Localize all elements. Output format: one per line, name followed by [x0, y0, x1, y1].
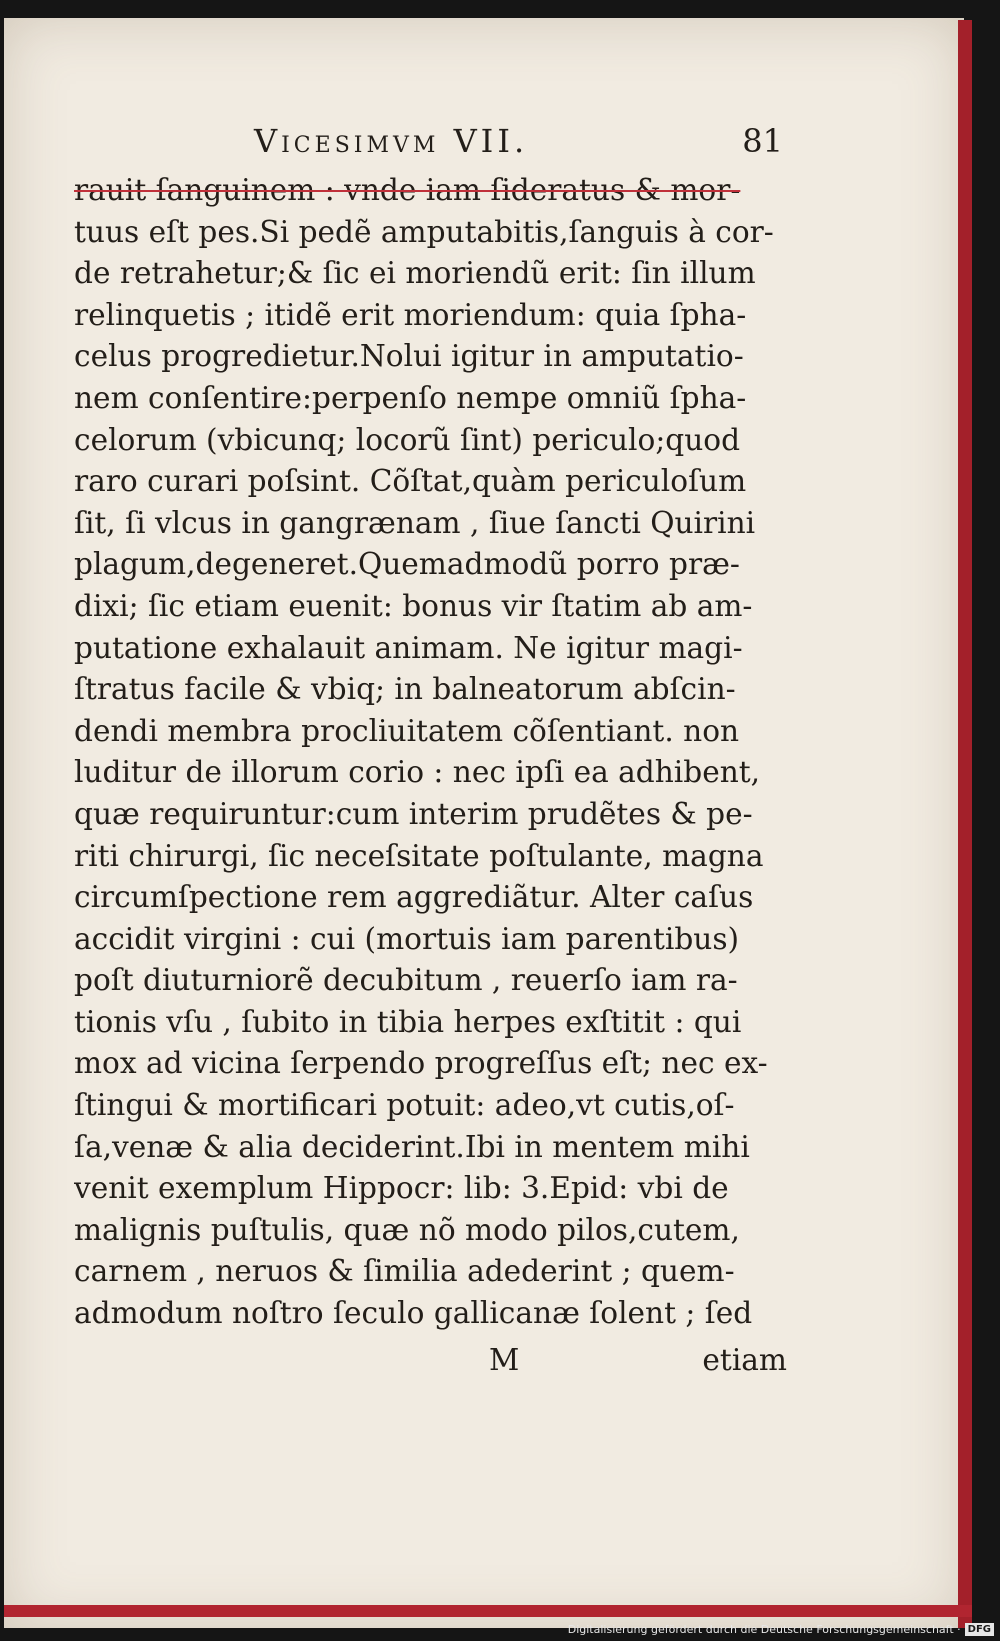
text-line: celus progredietur.Nolui igitur in amputatio-: [74, 339, 744, 374]
text-line: putatione exhalauit animam. Ne igitur magi-: [74, 630, 743, 665]
text-line: mox ad vicina ſerpendo progreſſus eſt; nec ex-: [74, 1046, 768, 1081]
text-line: poſt diuturniorẽ decubitum , reuerſo iam ra-: [74, 963, 738, 998]
folio-number: 81: [742, 122, 783, 160]
text-line: relinquetis ; itidẽ erit moriendum: quia ſpha-: [74, 297, 747, 332]
signature-mark: M: [489, 1342, 520, 1377]
text-line: plagum,degeneret.Quemadmodũ porro præ-: [74, 547, 740, 582]
text-line: nem conſentire:perpenſo nempe omniũ ſpha-: [74, 380, 747, 415]
text-line: circumſpectione rem aggrediãtur. Alter caſus: [74, 880, 754, 915]
book-page: [4, 18, 964, 1628]
page-edge-red-bottom: [4, 1605, 972, 1617]
text-line: celorum (vbicunq; locorũ ſint) periculo;quod: [74, 422, 741, 457]
catchword: etiam: [702, 1342, 787, 1377]
text-line: malignis puſtulis, quæ nõ modo pilos,cutem,: [74, 1212, 740, 1247]
text-block: [74, 114, 789, 1385]
text-line: accidit virgini : cui (mortuis iam parentibus): [74, 921, 740, 956]
dfg-logo-icon: DFG: [965, 1623, 994, 1636]
text-line: riti chirurgi, ſic neceſsitate poſtulante, magna: [74, 838, 764, 873]
text-line: tionis vſu , ſubito in tibia herpes exſtitit : qui: [74, 1004, 742, 1039]
running-head: [74, 114, 789, 170]
running-head-title: Vicesimvm VII.: [254, 122, 529, 160]
text-line: venit exemplum Hippocr: lib: 3.Epid: vbi de: [74, 1171, 729, 1206]
text-line: ſtingui & mortificari potuit: adeo,vt cutis,oſ-: [74, 1088, 735, 1123]
text-line: dixi; ſic etiam euenit: bonus vir ſtatim ab am-: [74, 588, 753, 623]
page-footer: [74, 1335, 789, 1385]
credit-text: Digitalisierung gefördert durch die Deutsche Forschungsgemeinschaft ·: [567, 1622, 961, 1636]
text-line: dendi membra procliuitatem cõſentiant. non: [74, 713, 740, 748]
text-line: tuus eſt pes.Si pedẽ amputabitis,ſanguis à cor-: [74, 214, 774, 249]
text-line: ſtratus facile & vbiq; in balneatorum abſcin-: [74, 672, 736, 707]
text-line: luditur de illorum corio : nec ipſi ea adhibent,: [74, 755, 761, 790]
text-line: raro curari poſsint. Cõſtat,quàm periculoſum: [74, 464, 747, 499]
text-line: de retrahetur;& ſic ei moriendũ erit: ſin illum: [74, 256, 756, 291]
body-text: [74, 170, 789, 1335]
text-line: rauit ſanguinem : vnde iam ſideratus & mor-: [74, 173, 741, 207]
text-line: ſa,venæ & alia deciderint.Ibi in mentem mihi: [74, 1129, 750, 1164]
text-line: quæ requiruntur:cum interim prudẽtes & pe-: [74, 796, 753, 831]
text-line: admodum noſtro ſeculo gallicanæ ſolent ; ſed: [74, 1296, 753, 1331]
text-line: ſit, ſi vlcus in gangrænam , ſiue ſancti Quirini: [74, 505, 756, 540]
text-line: carnem , neruos & ſimilia adederint ; quem-: [74, 1254, 735, 1289]
digitization-credit: [568, 1621, 994, 1637]
page-edge-red-right: [958, 20, 972, 1628]
